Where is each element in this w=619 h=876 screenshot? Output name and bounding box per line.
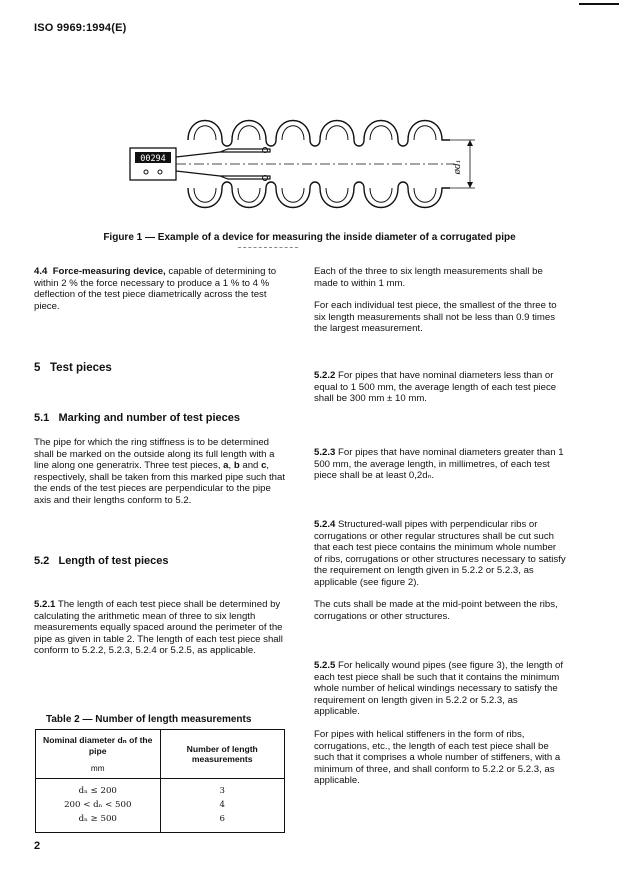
top-rule — [579, 3, 619, 5]
table-counts-cell — [160, 779, 285, 833]
table-header-row — [36, 730, 285, 779]
p521-text: The length of each test piece shall be determined by calculating the arithmetic mean of three to six length measurements equally spaced around the perimeter of the pipe as given in table 2. The length of each test piece shall conform to 5.2.2, 5.2.3, 5.2.4 or 5.2.5, as applicable. — [34, 599, 283, 657]
s5-1-sep2: and — [239, 460, 262, 472]
standard-header: ISO 9969:1994(E) — [34, 22, 127, 34]
section-5-2-1 — [34, 599, 286, 657]
p524-text: Structured-wall pipes with perpendicular ribs or corrugations or other regular structures shall be cut such that each test piece contains the minimum whole number of ribs, corrugations or other structures necessary to satisfy the requirement on length given in 5.2.2 or 5.2.3, as applicable (see figure 2). — [314, 519, 566, 588]
pipe-corrugation-top-inner — [194, 126, 436, 140]
table-col-count: Number of length measurements — [160, 730, 285, 779]
col-diameter-label: Nominal diameter dₙ of the pipe — [43, 735, 153, 756]
p525-number: 5.2.5 — [314, 660, 336, 671]
heading-5-1 — [34, 412, 240, 424]
caption-rule — [238, 247, 298, 249]
table-row-2-count: 4 — [219, 800, 225, 810]
test-piece-b: b — [233, 460, 240, 472]
table-row-3-diameter: dₙ ≥ 500 — [78, 814, 117, 824]
section-5-2-5 — [314, 660, 566, 718]
figure-1-drawing — [110, 110, 490, 225]
heading-5-2 — [34, 555, 169, 567]
section-5-1-text — [34, 437, 286, 507]
pipe-corrugation-bottom-inner — [194, 188, 436, 202]
table-diameters-cell — [36, 779, 161, 833]
p523-number: 5.2.3 — [314, 447, 336, 458]
s4-4-text: capable of determining to within 2 % the force necessary to produce a 1 % to 4 % deflection of the test piece diametrically across the test piece. — [34, 266, 277, 312]
table-row-1-count: 3 — [219, 786, 225, 796]
figure-caption: Figure 1 — Example of a device for measuring the inside diameter of a corrugated pipe — [103, 232, 516, 243]
cuts-text: The cuts shall be made at the mid-point between the ribs, corrugations or other structures. — [314, 599, 558, 622]
p524-number: 5.2.4 — [314, 519, 336, 530]
s4-4-title: Force-measuring device, — [52, 266, 166, 277]
heading-5-1-title: Marking and number of test pieces — [58, 412, 241, 424]
table-col-diameter — [36, 730, 161, 779]
s5-1-text-b: , respectively, shall be taken from this marked pipe such that the ends of the test pieces are perpendicular to the pipe axis and their lengths conform to 5.2. — [34, 460, 285, 506]
test-piece-c: c — [261, 460, 267, 472]
gauge-arm-top — [176, 149, 270, 157]
table-2 — [35, 729, 285, 833]
gauge-display-value: 00294 — [140, 154, 166, 164]
s5-1-sep1: , — [228, 460, 234, 472]
p521-number: 5.2.1 — [34, 599, 56, 610]
smallest-measurement-text: For each individual test piece, the smallest of the three to six length measurements shall not be less than 0.9 times the largest measurement. — [314, 300, 557, 335]
section-5-2-4 — [314, 519, 566, 589]
table-2-title: Table 2 — Number of length measurements — [46, 714, 252, 725]
heading-5-1-number: 5.1 — [34, 412, 50, 424]
stiffeners-text: For pipes with helical stiffeners in the form of ribs, corrugations, etc., the length of each test piece shall be such that it comprises a whole number of stiffeners, with a minimum of three, and shall conform to 5.2.2 or 5.2.3, as applicable. — [314, 729, 561, 787]
table-row-3-count: 6 — [219, 814, 225, 824]
col-diameter-unit: mm — [90, 764, 105, 773]
p523-text: For pipes that have nominal diameters greater than 1 500 mm, the average length, in millimetres, of each test piece shall be at least 0,2dₙ. — [314, 447, 564, 482]
s5-1-text-a: The pipe for which the ring stiffness is to be determined shall be marked on the outside along its full length with a line along one generatrix. Three test pieces, — [34, 437, 275, 472]
heading-5-2-number: 5.2 — [34, 555, 50, 567]
right-para-1 — [314, 266, 566, 289]
table-row-1-diameter: dₙ ≤ 200 — [78, 786, 117, 796]
test-piece-a: a — [223, 460, 229, 472]
heading-5 — [34, 362, 112, 374]
heading-5-2-title: Length of test pieces — [58, 555, 169, 567]
section-4-4 — [34, 266, 286, 312]
dimension-label: ød₁ — [453, 159, 463, 175]
p522-number: 5.2.2 — [314, 370, 336, 381]
s4-4-number: 4.4 — [34, 266, 48, 277]
section-5-2-4-cuts — [314, 599, 566, 622]
heading-5-title: Test pieces — [50, 362, 112, 374]
p522-text: For pipes that have nominal diameters less than or equal to 1 500 mm, the average length of each test piece shall be 300 mm ± 10 mm. — [314, 370, 557, 405]
gauge-arm-bottom — [176, 171, 270, 179]
page-number: 2 — [34, 840, 41, 852]
section-5-2-2 — [314, 370, 566, 405]
table-body-row — [36, 779, 285, 833]
section-5-2-5-stiffeners — [314, 729, 566, 787]
length-precision-text: Each of the three to six length measurements shall be made to within 1 mm. — [314, 266, 543, 289]
table-row-2-diameter: 200 < dₙ < 500 — [64, 800, 132, 810]
pipe-corrugation-bottom-outer — [188, 182, 450, 208]
section-5-2-3 — [314, 447, 566, 482]
pipe-corrugation-top-outer — [188, 121, 450, 147]
heading-5-number: 5 — [34, 362, 41, 374]
p525-text: For helically wound pipes (see figure 3), the length of each test piece shall be such that it contains the minimum whole number of helical windings necessary to satisfy the requirement on length given in 5.2.2 or 5.2.3, as applicable. — [314, 660, 564, 718]
right-para-2 — [314, 300, 566, 335]
